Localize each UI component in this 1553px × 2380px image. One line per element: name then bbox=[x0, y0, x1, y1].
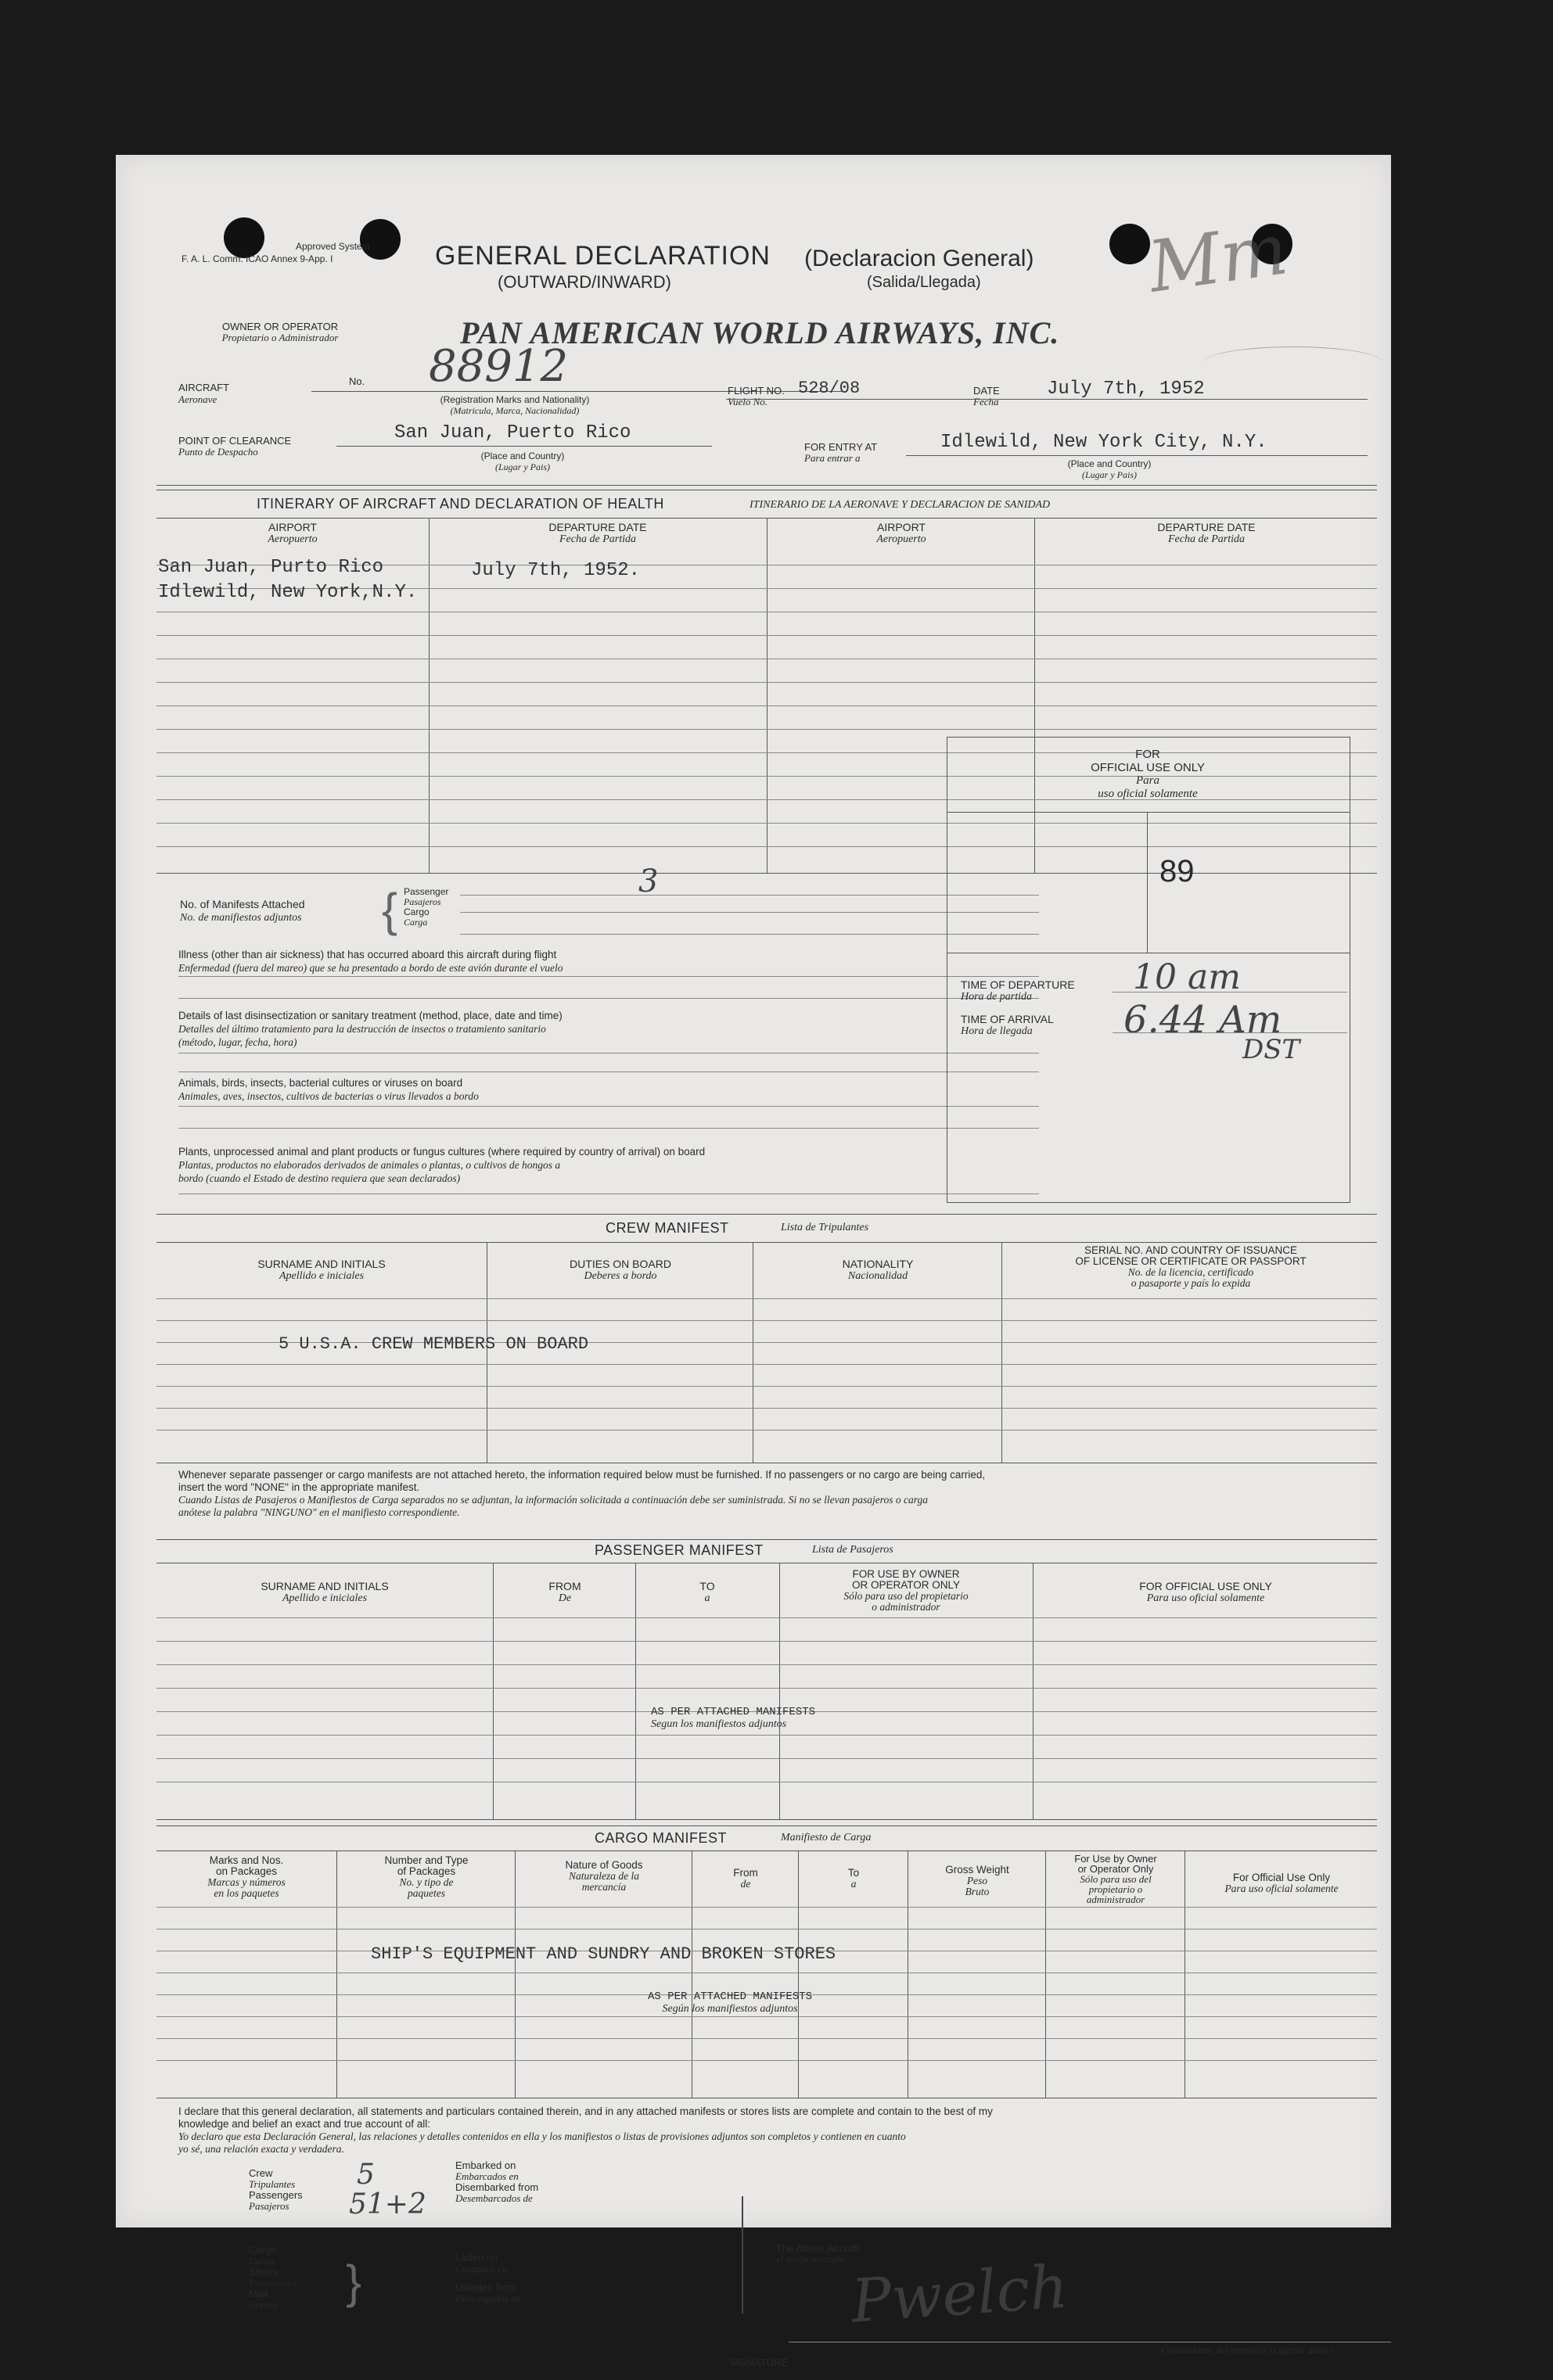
crew-count: 5 bbox=[357, 2159, 375, 2191]
cargo-col-from: From de bbox=[733, 1867, 758, 1890]
rule bbox=[429, 518, 430, 873]
plants-label: Plants, unprocessed animal and plant products or fungus cultures (where required by country of arrival) on board Plantas, productos no elaborados derivados de animales o plantas, o cultivos de hongos a bordo (cuando el Estado de destino requiera que sean declarados) bbox=[178, 1146, 706, 1184]
rule bbox=[156, 635, 1377, 636]
rule bbox=[156, 1664, 1377, 1665]
passenger-stamp: AS PER ATTACHED MANIFESTS Segun los manifiestos adjuntos bbox=[651, 1706, 816, 1730]
rule bbox=[178, 998, 1039, 999]
declaration-form bbox=[116, 155, 1391, 2368]
manifests-label: No. of Manifests Attached No. de manifiestos adjuntos bbox=[180, 898, 305, 924]
cargo-col-nature: Nature of Goods Naturaleza de la mercancía bbox=[565, 1859, 643, 1893]
illness-label: Illness (other than air sickness) that has occurred aboard this aircraft during flight Enfermedad (fuera del mareo) que se ha presentado a bordo de este avión durante el vuelo bbox=[178, 949, 563, 974]
rule bbox=[906, 455, 1368, 456]
owner-label: OWNER OR OPERATOR bbox=[221, 321, 339, 332]
crew-entry: 5 U.S.A. CREW MEMBERS ON BOARD bbox=[279, 1334, 589, 1354]
handwritten-initials: Mm bbox=[1143, 208, 1292, 309]
itinerary-airport: San Juan, Purto Rico bbox=[158, 557, 384, 578]
date-label: DATE bbox=[973, 385, 1000, 397]
rule bbox=[156, 1408, 1377, 1409]
crew-col-license: SERIAL NO. AND COUNTRY OF ISSUANCE OF LICENSE OR CERTIFICATE OR PASSPORT No. de la licencia, certificado o pasaporte y país lo expida bbox=[1075, 1244, 1307, 1289]
disinsect-label: Details of last disinsectization or sanitary treatment (method, place, date and time) Detalles del último tratamiento para la destrucción de insectos o tratamiento sanitario (método, lugar, fecha, hora) bbox=[178, 1010, 563, 1048]
flight-label-es: Vuelo No. bbox=[728, 396, 768, 407]
rule bbox=[156, 1758, 1377, 1759]
rule bbox=[156, 1688, 1377, 1689]
passenger-count: 51+2 bbox=[349, 2188, 426, 2220]
itinerary-title-es: ITINERARIO DE LA AERONAVE Y DECLARACION DE SANIDAD bbox=[750, 499, 1051, 511]
departure-time-value: 10 am bbox=[1133, 957, 1241, 997]
rule bbox=[156, 1364, 1377, 1365]
rule bbox=[156, 1819, 1377, 1820]
passenger-col-name: SURNAME AND INITIALS Apellido e iniciales bbox=[261, 1580, 389, 1604]
crew-col-name: SURNAME AND INITIALS Apellido e iniciales bbox=[257, 1258, 386, 1282]
owner-label-es: Propietario o Administrador bbox=[221, 332, 339, 343]
entry-note-es: (Lugar y Pais) bbox=[1082, 469, 1137, 480]
cargo-col-official: For Official Use Only Para uso oficial solamente bbox=[1224, 1872, 1339, 1894]
form-subtitle-es: (Salida/Llegada) bbox=[867, 274, 981, 291]
rule bbox=[336, 446, 712, 447]
rule bbox=[156, 1430, 1377, 1431]
aircraft-note-es: (Matricula, Marca, Nacionalidad) bbox=[450, 405, 580, 416]
passenger-col-official: FOR OFFICIAL USE ONLY Para uso oficial solamente bbox=[1139, 1580, 1272, 1604]
crew-title-es: Lista de Tripulantes bbox=[781, 1222, 869, 1233]
rule bbox=[156, 2016, 1377, 2017]
itinerary-title: ITINERARY OF AIRCRAFT AND DECLARATION OF HEALTH bbox=[257, 496, 664, 512]
passenger-title: PASSENGER MANIFEST bbox=[595, 1542, 764, 1558]
cargo-col-owner: For Use by Owner or Operator Only Sólo para uso del propietario o administrador bbox=[1074, 1853, 1157, 1905]
entry-note: (Place and Country) bbox=[1067, 458, 1152, 469]
rule bbox=[178, 1106, 1039, 1107]
cargo-store-labels: Cargo Carga Stores Provisiones Mail Correo bbox=[249, 2244, 297, 2310]
aircraft-no-label: No. bbox=[349, 375, 365, 387]
rule bbox=[1113, 1032, 1347, 1033]
rule bbox=[178, 1053, 1039, 1054]
arrival-time-value: 6.44 Am bbox=[1123, 998, 1282, 1042]
cargo-entry: SHIP'S EQUIPMENT AND SUNDRY AND BROKEN STORES bbox=[371, 1944, 836, 1964]
crew-col-nationality: NATIONALITY Nacionalidad bbox=[842, 1258, 914, 1282]
official-number: 89 bbox=[1159, 854, 1195, 888]
clearance-note: (Place and Country) bbox=[480, 451, 565, 461]
arrival-time-note: DST bbox=[1242, 1034, 1300, 1065]
aircraft-label: AIRCRAFT bbox=[178, 382, 229, 393]
rule bbox=[779, 1563, 780, 1819]
punch-hole bbox=[224, 217, 264, 258]
rule bbox=[156, 1907, 1377, 1908]
arrival-time-label: TIME OF ARRIVAL Hora de llegada bbox=[961, 1013, 1054, 1037]
captain-signature: Pwelch bbox=[849, 2251, 1070, 2336]
clearance-label: POINT OF CLEARANCE bbox=[178, 435, 292, 447]
above-aircraft: The Above Aircraft. el avión anotado bbox=[776, 2242, 862, 2265]
owner-value: PAN AMERICAN WORLD AIRWAYS, INC. bbox=[460, 315, 1060, 350]
declaration-text: I declare that this general declaration, all statements and particulars contained therein, and in any attached manifests or stores lists are complete and contain to the best of my knowledge and belief an exact and true account of all: Yo declaro que esta Declaración General, las relaciones y detalles contenidos en ella y los manifiestos o listas de provisiones adjuntos son completos y contienen en cuanto yo sé, una relación exacta y verdadera. bbox=[178, 2105, 993, 2155]
entry-label-es: Para entrar a bbox=[804, 452, 861, 464]
rule bbox=[156, 1386, 1377, 1387]
clearance-value: San Juan, Puerto Rico bbox=[394, 422, 631, 443]
rule bbox=[1113, 992, 1347, 993]
rule bbox=[1033, 1563, 1034, 1819]
rule bbox=[156, 1825, 1377, 1826]
approved-text: Approved System bbox=[296, 241, 370, 252]
signature-label: SIGNATURE bbox=[729, 2357, 788, 2368]
passenger-col-owner: FOR USE BY OWNER OR OPERATOR ONLY Sólo para uso del propietario o administrador bbox=[843, 1568, 969, 1613]
aircraft-label-es: Aeronave bbox=[178, 393, 217, 405]
date-value: July 7th, 1952 bbox=[1047, 379, 1205, 400]
entry-value: Idlewild, New York City, N.Y. bbox=[940, 432, 1267, 453]
pen-stroke bbox=[1203, 346, 1383, 379]
official-use-title: FOR OFFICIAL USE ONLY Para uso oficial solamente bbox=[1091, 748, 1205, 800]
rule bbox=[156, 682, 1377, 683]
rule bbox=[1147, 812, 1148, 953]
commander-label: Comandante del aeronave o agente autori bbox=[1161, 2344, 1333, 2356]
rule bbox=[156, 729, 1377, 730]
aircraft-note: (Registration Marks and Nationality) bbox=[440, 394, 590, 405]
cargo-col-to: To a bbox=[847, 1867, 860, 1890]
rule bbox=[156, 1735, 1377, 1736]
passenger-col-to: TO a bbox=[699, 1580, 715, 1604]
rule bbox=[178, 1128, 1039, 1129]
rule bbox=[156, 1320, 1377, 1321]
animals-label: Animals, birds, insects, bacterial cultures or viruses on board Animales, aves, insectos, cultivos de bacterias o virus llevados a bordo bbox=[178, 1077, 479, 1102]
bracket-line bbox=[742, 2196, 743, 2314]
laden-labels: Laden on Cargados en Unladen from Descargados de bbox=[455, 2252, 521, 2304]
rule bbox=[156, 1214, 1377, 1215]
rule bbox=[156, 2060, 1377, 2061]
itinerary-col-departure-2: DEPARTURE DATE Fecha de Partida bbox=[1157, 521, 1256, 545]
flight-number: 528/08 bbox=[798, 379, 861, 398]
brace-icon: { bbox=[382, 884, 398, 936]
form-title-es: (Declaracion General) bbox=[804, 246, 1034, 271]
manifest-count: 3 bbox=[638, 863, 659, 899]
itinerary-date: July 7th, 1952. bbox=[471, 560, 641, 581]
embark-labels: Embarked on Embarcados en Disembarked from Desembarcados de bbox=[455, 2159, 539, 2204]
rule bbox=[178, 976, 1039, 977]
flight-label: FLIGHT NO. bbox=[728, 385, 785, 397]
cargo-col-number: Number and Type of Packages No. y tipo de paquetes bbox=[384, 1854, 469, 1899]
entry-label: FOR ENTRY AT bbox=[804, 441, 878, 453]
cargo-stamp: AS PER ATTACHED MANIFESTS Según los manifiestos adjuntos bbox=[648, 1991, 813, 2015]
rule bbox=[493, 1563, 494, 1819]
brace-icon: } bbox=[346, 2256, 362, 2308]
itinerary-col-departure: DEPARTURE DATE Fecha de Partida bbox=[548, 521, 647, 545]
aircraft-number: 88912 bbox=[429, 341, 569, 392]
crew-col-duties: DUTIES ON BOARD Deberes a bordo bbox=[570, 1258, 671, 1282]
rule bbox=[947, 812, 1350, 813]
itinerary-col-airport: AIRPORT Aeropuerto bbox=[268, 521, 318, 545]
manifest-types: Passenger Pasajeros Cargo Carga bbox=[404, 886, 449, 928]
form-title: GENERAL DECLARATION bbox=[435, 241, 771, 271]
rule bbox=[156, 1617, 1377, 1618]
crew-title: CREW MANIFEST bbox=[606, 1220, 729, 1236]
date-label-es: Fecha bbox=[973, 396, 999, 407]
approved-ref: F. A. L. Comm. ICAO Annex 9-App. I bbox=[182, 253, 333, 264]
passenger-title-es: Lista de Pasajeros bbox=[812, 1544, 893, 1556]
departure-time-label: TIME OF DEPARTURE Hora de partida bbox=[961, 978, 1075, 1003]
clearance-label-es: Punto de Despacho bbox=[178, 446, 258, 458]
rule bbox=[156, 2038, 1377, 2039]
form-subtitle: (OUTWARD/INWARD) bbox=[498, 272, 671, 292]
cargo-col-weight: Gross Weight Peso Bruto bbox=[945, 1864, 1009, 1897]
rule bbox=[156, 1539, 1377, 1540]
rule bbox=[156, 1242, 1377, 1243]
crew-pass-labels: Crew Tripulantes Passengers Pasajeros bbox=[249, 2167, 303, 2212]
rule bbox=[726, 399, 1368, 400]
clearance-note-es: (Lugar y Pais) bbox=[495, 461, 550, 472]
punch-hole bbox=[360, 219, 401, 260]
passenger-col-from: FROM De bbox=[548, 1580, 581, 1604]
rule bbox=[156, 485, 1377, 486]
notice-text: Whenever separate passenger or cargo manifests are not attached hereto, the information required below must be furnished. If no passengers or no cargo are being carried, insert the word "NONE" in the appropriate manifest. Cuando Listas de Pasajeros o Manifiestos de Carga separados no se adjuntan, la información solicitada a continuación debe ser suministrada. Si no se llevan pasajeros o carga anótese la palabra "NINGUNO" en el manifiesto correspondiente. bbox=[178, 1469, 986, 1518]
cargo-col-marks: Marks and Nos. on Packages Marcas y números en los paquetes bbox=[207, 1854, 286, 1899]
rule bbox=[635, 1563, 636, 1819]
itinerary-airport: Idlewild, New York,N.Y. bbox=[158, 582, 418, 603]
rule bbox=[156, 705, 1377, 706]
rule bbox=[156, 1298, 1377, 1299]
rule bbox=[156, 1641, 1377, 1642]
itinerary-col-airport-2: AIRPORT Aeropuerto bbox=[876, 521, 926, 545]
cargo-title: CARGO MANIFEST bbox=[595, 1830, 728, 1846]
cargo-title-es: Manifiesto de Carga bbox=[781, 1832, 872, 1843]
rule bbox=[767, 518, 768, 873]
